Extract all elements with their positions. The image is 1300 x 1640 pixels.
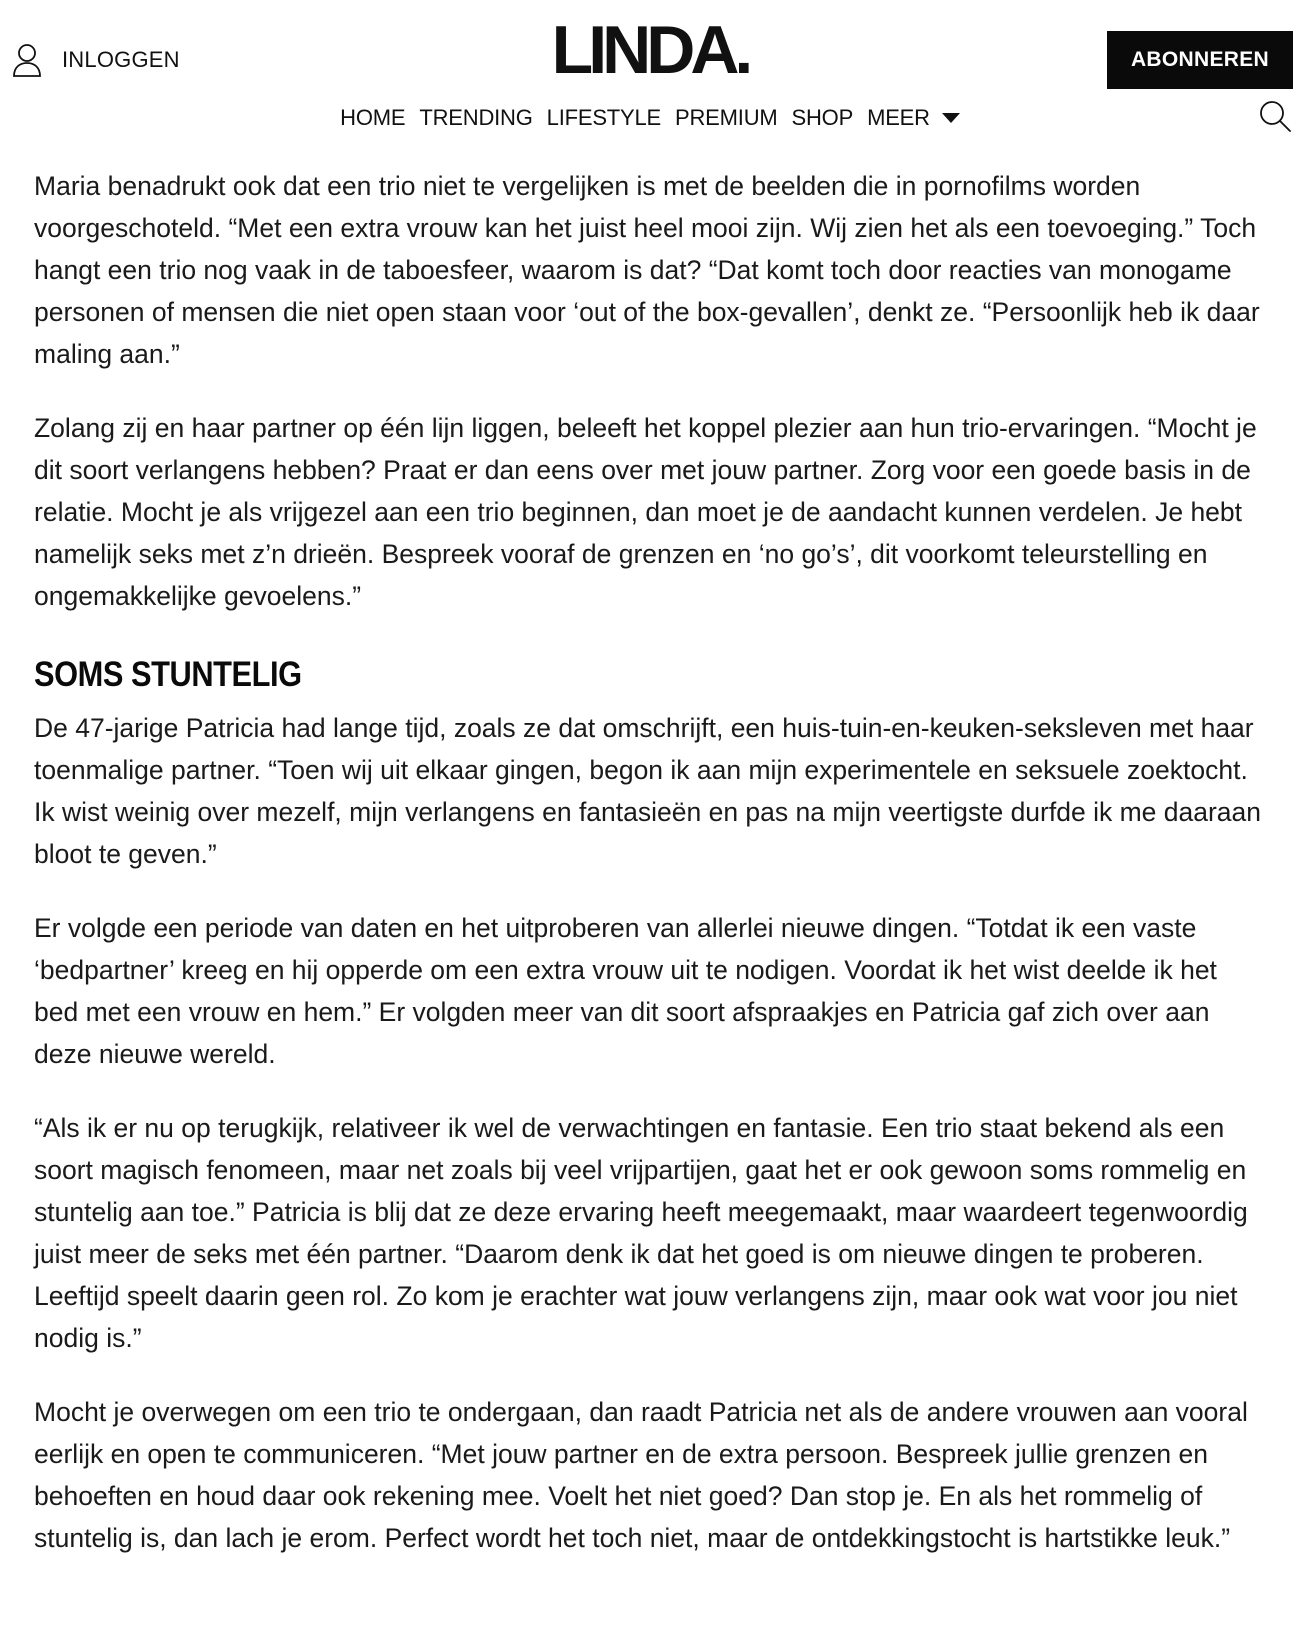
nav-item-trending[interactable]: TRENDING (419, 105, 533, 130)
main-nav (0, 98, 1300, 138)
site-header (0, 0, 1300, 150)
article-paragraph: Zolang zij en haar partner op één lijn liggen, beleeft het koppel plezier aan hun trio-ervaringen. “Mocht je dit soort verlangens hebben? Praat er dan eens over met jouw partner. Zorg voor een goede basis in de relatie. Mocht je als vrijgezel aan een trio beginnen, dan moet je de aandacht kunnen verdelen. Je hebt namelijk seks met z’n drieën. Bespreek vooraf de grenzen en ‘no go’s’, dit voorkomt teleurstelling en ongemakkelijke gevoelens.” (34, 413, 1257, 611)
article-paragraph: Maria benadrukt ook dat een trio niet te vergelijken is met de beelden die in pornofilms worden voorgeschoteld. “Met een extra vrouw kan het juist heel mooi zijn. Wij zien het als een toevoeging.” Toch hangt een trio nog vaak in de taboesfeer, waarom is dat? “Dat komt toch door reacties van monogame personen of mensen die niet open staan voor ‘out of the box-gevallen’, denkt ze. “Persoonlijk heb ik daar maling aan.” (34, 171, 1260, 369)
article-paragraph: “Als ik er nu op terugkijk, relativeer ik wel de verwachtingen en fantasie. Een trio staat bekend als een soort magisch fenomeen, maar net zoals bij veel vrijpartijen, gaat het er ook gewoon soms rommelig en stuntelig aan toe.” Patricia is blij dat ze deze ervaring heeft meegemaakt, maar waardeert tegenwoordig juist meer de seks met één partner. “Daarom denk ik dat het goed is om nieuwe dingen te proberen. Leeftijd speelt daarin geen rol. Zo kom je erachter wat jouw verlangens zijn, maar ook wat voor jou niet nodig is.” (34, 1113, 1248, 1353)
subscribe-button[interactable]: ABONNEREN (1107, 31, 1293, 89)
login-label: INLOGGEN (62, 47, 180, 72)
article-paragraph: Mocht je overwegen om een trio te ondergaan, dan raadt Patricia net als de andere vrouwen aan vooral eerlijk en open te communiceren. “Met jouw partner en de extra persoon. Bespreek jullie grenzen en behoeften en houd daar ook rekening mee. Voelt het niet goed? Dan stop je. En als het rommelig of stuntelig is, dan lach je erom. Perfect wordt het toch niet, maar de ontdekkingstocht is hartstikke leuk.” (34, 1397, 1248, 1553)
article-paragraph: De 47-jarige Patricia had lange tijd, zoals ze dat omschrijft, een huis-tuin-en-keuken-seksleven met haar toenmalige partner. “Toen wij uit elkaar gingen, begon ik aan mijn experimentele en seksuele zoektocht. Ik wist weinig over mezelf, mijn verlangens en fantasieën en pas na mijn veertigste durfde ik me daaraan bloot te geven.” (34, 713, 1261, 869)
user-icon (12, 43, 42, 77)
article-body (34, 165, 1264, 1591)
search-icon (1258, 99, 1292, 133)
login-link[interactable] (12, 40, 180, 80)
nav-item-home[interactable]: HOME (340, 105, 406, 130)
article-paragraph: Er volgde een periode van daten en het uitproberen van allerlei nieuwe dingen. “Totdat ik een vaste ‘bedpartner’ kreeg en hij opperde om een extra vrouw uit te nodigen. Voordat ik het wist deelde ik het bed met een vrouw en hem.” Er volgden meer van dit soort afspraakjes en Patricia gaf zich over aan deze nieuwe wereld. (34, 913, 1217, 1069)
nav-item-shop[interactable]: SHOP (791, 105, 854, 130)
nav-item-premium[interactable]: PREMIUM (675, 105, 778, 130)
nav-item-lifestyle[interactable]: LIFESTYLE (546, 105, 662, 130)
search-button[interactable] (1258, 99, 1292, 133)
nav-item-meer[interactable] (867, 105, 960, 131)
nav-meer-label: MEER (867, 105, 930, 130)
chevron-down-icon (942, 113, 960, 123)
section-heading: SOMS STUNTELIG (34, 655, 302, 694)
site-logo[interactable]: LINDA. (551, 12, 749, 88)
